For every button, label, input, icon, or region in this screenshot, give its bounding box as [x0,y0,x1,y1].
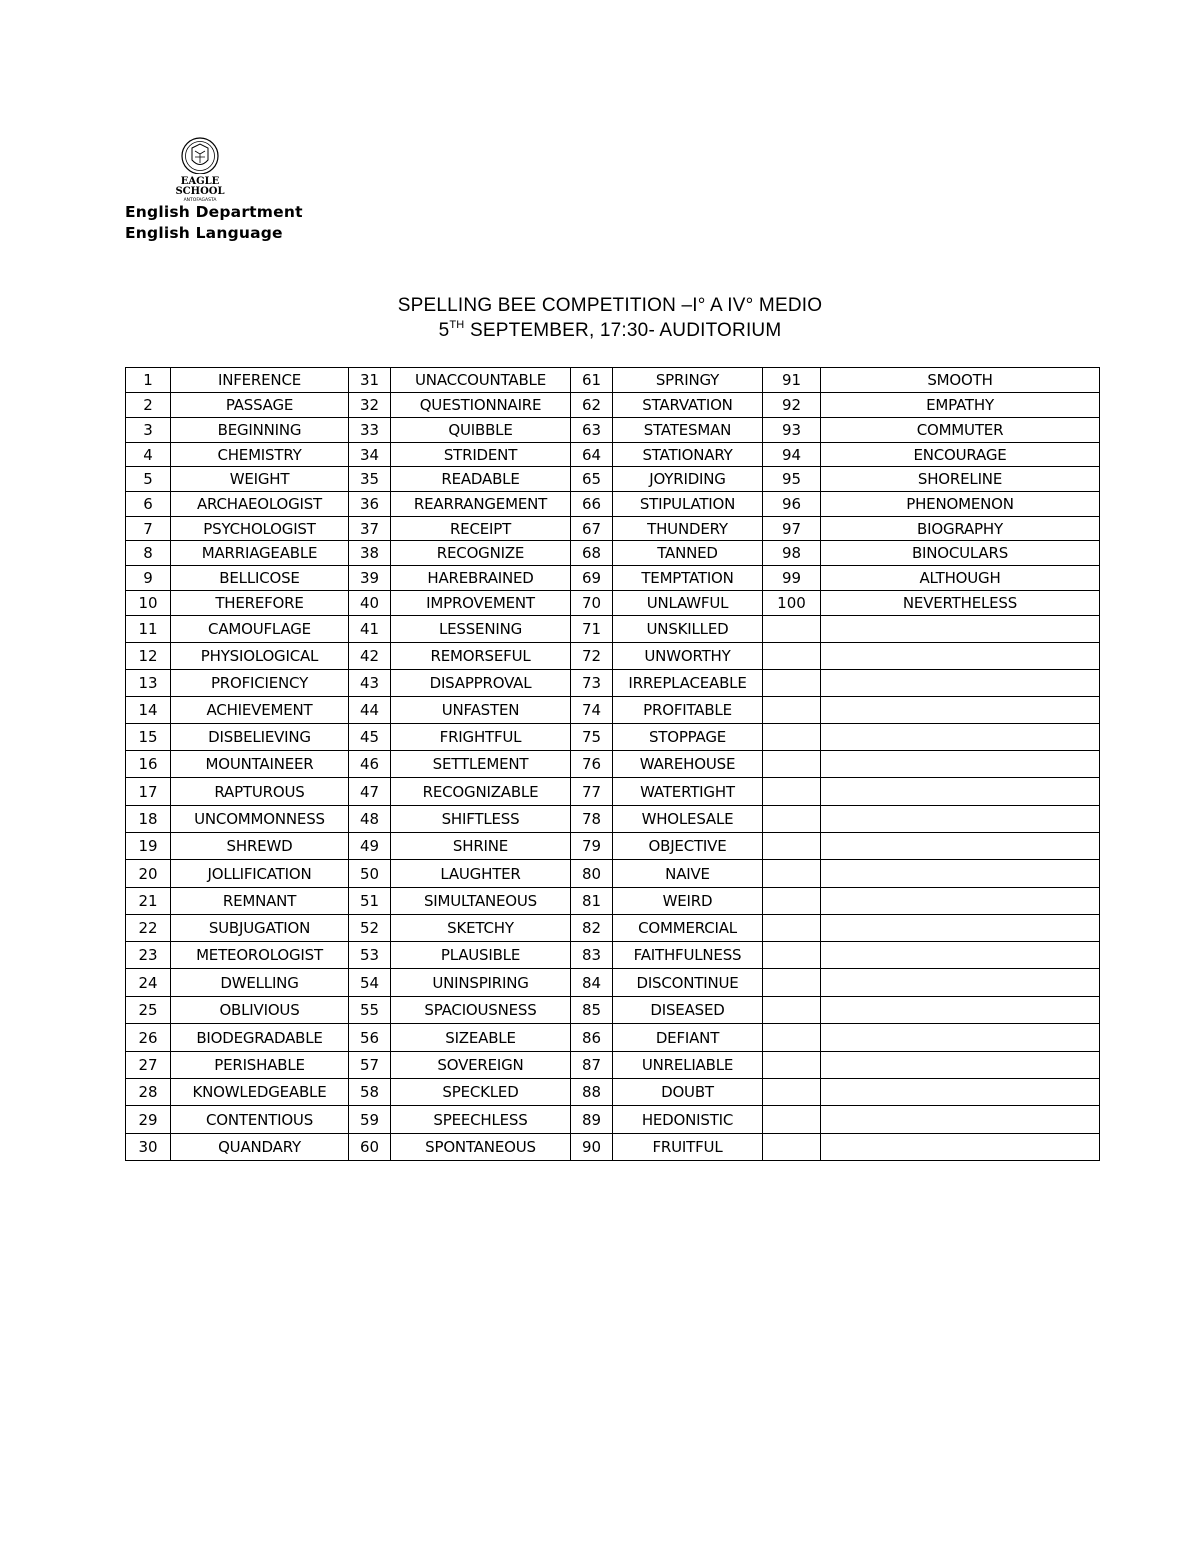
table-row [126,1024,1100,1052]
word-number-cell [763,860,821,888]
word-cell: NEVERTHELESS [821,591,1100,616]
word-cell: DISEASED [613,997,763,1024]
word-number-cell: 5 [126,467,171,492]
word-cell: COMMUTER [821,418,1100,443]
word-number-cell: 61 [571,368,613,393]
word-cell: UNFASTEN [391,697,571,724]
word-number-cell [763,888,821,915]
event-day: 5 [438,320,450,341]
word-cell: ENCOURAGE [821,443,1100,467]
word-cell: CAMOUFLAGE [171,616,349,643]
word-cell: TEMPTATION [613,566,763,591]
word-number-cell: 41 [349,616,391,643]
word-number-cell: 53 [349,942,391,969]
word-number-cell: 51 [349,888,391,915]
word-number-cell: 59 [349,1106,391,1134]
word-number-cell [763,915,821,942]
word-number-cell: 17 [126,778,171,806]
word-cell: QUIBBLE [391,418,571,443]
word-number-cell: 83 [571,942,613,969]
table-row [126,751,1100,778]
word-number-cell: 76 [571,751,613,778]
word-number-cell: 30 [126,1134,171,1161]
word-cell: RECOGNIZABLE [391,778,571,806]
word-cell: THEREFORE [171,591,349,616]
table-row [126,942,1100,969]
word-cell [821,670,1100,697]
word-cell: BIOGRAPHY [821,517,1100,541]
word-cell: UNCOMMONNESS [171,806,349,833]
word-number-cell [763,997,821,1024]
word-number-cell: 50 [349,860,391,888]
table-row [126,566,1100,591]
word-number-cell: 54 [349,969,391,997]
word-number-cell: 44 [349,697,391,724]
word-cell: PERISHABLE [171,1052,349,1079]
word-number-cell: 92 [763,393,821,418]
word-cell: STATIONARY [613,443,763,467]
word-number-cell: 87 [571,1052,613,1079]
word-cell: RECOGNIZE [391,541,571,566]
word-number-cell: 26 [126,1024,171,1052]
word-number-cell [763,643,821,670]
word-number-cell: 3 [126,418,171,443]
word-cell [821,888,1100,915]
word-cell [821,997,1100,1024]
table-row [126,591,1100,616]
word-number-cell: 49 [349,833,391,860]
table-row [126,393,1100,418]
table-row [126,1079,1100,1106]
word-number-cell: 24 [126,969,171,997]
word-cell: BINOCULARS [821,541,1100,566]
word-number-cell [763,724,821,751]
word-number-cell: 37 [349,517,391,541]
word-number-cell: 91 [763,368,821,393]
word-cell: UNACCOUNTABLE [391,368,571,393]
word-cell: WAREHOUSE [613,751,763,778]
word-cell: DISAPPROVAL [391,670,571,697]
word-cell: UNSKILLED [613,616,763,643]
word-number-cell: 55 [349,997,391,1024]
word-number-cell: 66 [571,492,613,517]
table-row [126,778,1100,806]
word-cell: PASSAGE [171,393,349,418]
table-row [126,997,1100,1024]
table-row [126,969,1100,997]
word-cell [821,1052,1100,1079]
word-cell: MOUNTAINEER [171,751,349,778]
word-number-cell: 82 [571,915,613,942]
word-cell: PHENOMENON [821,492,1100,517]
word-number-cell: 20 [126,860,171,888]
word-cell: SPECKLED [391,1079,571,1106]
word-number-cell: 60 [349,1134,391,1161]
word-number-cell: 18 [126,806,171,833]
word-number-cell: 38 [349,541,391,566]
word-cell: OBLIVIOUS [171,997,349,1024]
logo-text-city: ANTOFAGASTA [183,198,217,203]
word-number-cell: 27 [126,1052,171,1079]
word-list-table [125,367,1100,1161]
word-cell: FAITHFULNESS [613,942,763,969]
word-number-cell: 11 [126,616,171,643]
word-number-cell: 72 [571,643,613,670]
word-cell [821,778,1100,806]
word-cell: CHEMISTRY [171,443,349,467]
word-cell: LESSENING [391,616,571,643]
word-number-cell: 47 [349,778,391,806]
table-row [126,467,1100,492]
word-number-cell [763,1134,821,1161]
word-cell: PLAUSIBLE [391,942,571,969]
word-number-cell [763,1052,821,1079]
word-number-cell [763,697,821,724]
word-number-cell: 43 [349,670,391,697]
word-number-cell: 33 [349,418,391,443]
word-number-cell: 25 [126,997,171,1024]
table-row [126,1052,1100,1079]
subject-name: English Language [125,224,283,242]
word-cell: SHIFTLESS [391,806,571,833]
word-cell: DISBELIEVING [171,724,349,751]
word-cell: SHREWD [171,833,349,860]
word-cell: QUANDARY [171,1134,349,1161]
word-number-cell: 63 [571,418,613,443]
word-number-cell: 90 [571,1134,613,1161]
word-number-cell: 80 [571,860,613,888]
word-cell: EMPATHY [821,393,1100,418]
word-cell: OBJECTIVE [613,833,763,860]
word-number-cell: 40 [349,591,391,616]
word-number-cell: 28 [126,1079,171,1106]
word-cell: RECEIPT [391,517,571,541]
word-cell [821,1024,1100,1052]
table-row [126,517,1100,541]
word-number-cell [763,751,821,778]
word-cell [821,616,1100,643]
word-cell: SETTLEMENT [391,751,571,778]
word-number-cell: 14 [126,697,171,724]
word-number-cell: 81 [571,888,613,915]
word-cell: WEIRD [613,888,763,915]
word-number-cell: 13 [126,670,171,697]
word-number-cell: 98 [763,541,821,566]
word-cell: ARCHAEOLOGIST [171,492,349,517]
word-number-cell: 97 [763,517,821,541]
table-row [126,697,1100,724]
word-cell [821,724,1100,751]
word-cell: CONTENTIOUS [171,1106,349,1134]
word-cell: SIMULTANEOUS [391,888,571,915]
word-number-cell: 23 [126,942,171,969]
table-row [126,492,1100,517]
word-number-cell [763,806,821,833]
table-row [126,915,1100,942]
word-number-cell: 67 [571,517,613,541]
word-number-cell: 32 [349,393,391,418]
word-number-cell: 52 [349,915,391,942]
table-row [126,443,1100,467]
word-number-cell: 70 [571,591,613,616]
word-cell: SMOOTH [821,368,1100,393]
page-title: SPELLING BEE COMPETITION –I° A IV° MEDIO [397,295,823,316]
word-cell [821,860,1100,888]
event-date-place: SEPTEMBER, 17:30- AUDITORIUM [464,320,782,341]
word-cell [821,751,1100,778]
word-number-cell: 4 [126,443,171,467]
word-number-cell: 75 [571,724,613,751]
word-number-cell: 16 [126,751,171,778]
word-number-cell: 96 [763,492,821,517]
word-number-cell: 89 [571,1106,613,1134]
word-cell [821,1106,1100,1134]
table-row [126,724,1100,751]
word-cell: SPACIOUSNESS [391,997,571,1024]
table-row [126,806,1100,833]
word-number-cell: 57 [349,1052,391,1079]
word-number-cell: 77 [571,778,613,806]
word-cell [821,1079,1100,1106]
word-cell: PROFICIENCY [171,670,349,697]
word-number-cell: 68 [571,541,613,566]
word-cell: UNWORTHY [613,643,763,670]
word-number-cell: 65 [571,467,613,492]
word-number-cell: 34 [349,443,391,467]
word-number-cell: 100 [763,591,821,616]
word-number-cell: 45 [349,724,391,751]
word-cell: FRUITFUL [613,1134,763,1161]
word-number-cell: 62 [571,393,613,418]
word-cell: SOVEREIGN [391,1052,571,1079]
word-cell [821,697,1100,724]
word-number-cell: 58 [349,1079,391,1106]
word-number-cell: 79 [571,833,613,860]
word-number-cell [763,1079,821,1106]
word-cell: WHOLESALE [613,806,763,833]
word-cell: STOPPAGE [613,724,763,751]
word-number-cell: 10 [126,591,171,616]
word-number-cell: 9 [126,566,171,591]
word-cell: SPONTANEOUS [391,1134,571,1161]
department-name: English Department [125,203,303,221]
word-cell: DWELLING [171,969,349,997]
word-cell: LAUGHTER [391,860,571,888]
logo-text-school: SCHOOL [175,186,225,197]
word-cell: METEOROLOGIST [171,942,349,969]
word-number-cell [763,942,821,969]
word-number-cell [763,1106,821,1134]
word-number-cell: 15 [126,724,171,751]
word-number-cell: 73 [571,670,613,697]
word-cell [821,942,1100,969]
table-row [126,1134,1100,1161]
word-cell: REMORSEFUL [391,643,571,670]
word-number-cell: 2 [126,393,171,418]
word-cell: STRIDENT [391,443,571,467]
word-number-cell: 22 [126,915,171,942]
word-cell: TANNED [613,541,763,566]
table-row [126,833,1100,860]
word-number-cell: 69 [571,566,613,591]
word-number-cell: 19 [126,833,171,860]
event-details [0,319,1200,343]
word-cell: WEIGHT [171,467,349,492]
word-cell: DOUBT [613,1079,763,1106]
word-cell: PROFITABLE [613,697,763,724]
word-number-cell: 71 [571,616,613,643]
word-cell: HAREBRAINED [391,566,571,591]
word-number-cell: 29 [126,1106,171,1134]
word-cell [821,915,1100,942]
word-number-cell [763,1024,821,1052]
word-cell: SHRINE [391,833,571,860]
word-number-cell: 93 [763,418,821,443]
word-cell: STARVATION [613,393,763,418]
word-cell: PHYSIOLOGICAL [171,643,349,670]
word-number-cell: 95 [763,467,821,492]
school-logo [172,136,228,206]
table-row [126,418,1100,443]
word-cell: STATESMAN [613,418,763,443]
word-cell: SKETCHY [391,915,571,942]
word-cell: JOLLIFICATION [171,860,349,888]
word-cell: RAPTUROUS [171,778,349,806]
word-number-cell [763,616,821,643]
word-number-cell: 64 [571,443,613,467]
word-number-cell: 85 [571,997,613,1024]
word-cell: DEFIANT [613,1024,763,1052]
word-number-cell: 21 [126,888,171,915]
word-number-cell: 35 [349,467,391,492]
word-cell: MARRIAGEABLE [171,541,349,566]
word-cell: REMNANT [171,888,349,915]
word-cell: SIZEABLE [391,1024,571,1052]
word-number-cell: 84 [571,969,613,997]
word-cell: HEDONISTIC [613,1106,763,1134]
word-cell: WATERTIGHT [613,778,763,806]
word-cell: BEGINNING [171,418,349,443]
word-cell: COMMERCIAL [613,915,763,942]
word-cell: SUBJUGATION [171,915,349,942]
word-cell: UNINSPIRING [391,969,571,997]
word-cell: ALTHOUGH [821,566,1100,591]
word-number-cell: 94 [763,443,821,467]
word-cell [821,1134,1100,1161]
word-number-cell [763,670,821,697]
logo-text-eagle: EAGLE [180,176,220,187]
word-number-cell: 86 [571,1024,613,1052]
word-number-cell: 8 [126,541,171,566]
table-row [126,616,1100,643]
word-cell [821,969,1100,997]
table-row [126,368,1100,393]
table-row [126,643,1100,670]
word-cell: INFERENCE [171,368,349,393]
word-cell [821,806,1100,833]
word-number-cell: 12 [126,643,171,670]
word-number-cell: 1 [126,368,171,393]
word-cell: UNRELIABLE [613,1052,763,1079]
word-cell: SPRINGY [613,368,763,393]
word-cell: FRIGHTFUL [391,724,571,751]
word-cell: UNLAWFUL [613,591,763,616]
table-row [126,860,1100,888]
word-cell: ACHIEVEMENT [171,697,349,724]
department-block [125,202,303,244]
word-number-cell: 6 [126,492,171,517]
word-number-cell: 48 [349,806,391,833]
word-number-cell: 7 [126,517,171,541]
table-row [126,670,1100,697]
table-row [126,541,1100,566]
word-cell [821,643,1100,670]
word-cell: READABLE [391,467,571,492]
word-cell [821,833,1100,860]
word-cell: KNOWLEDGEABLE [171,1079,349,1106]
word-cell: REARRANGEMENT [391,492,571,517]
word-number-cell: 39 [349,566,391,591]
word-cell: PSYCHOLOGIST [171,517,349,541]
table-row [126,888,1100,915]
word-cell: JOYRIDING [613,467,763,492]
event-day-suffix: TH [449,319,465,331]
word-cell: STIPULATION [613,492,763,517]
word-number-cell: 78 [571,806,613,833]
word-number-cell: 42 [349,643,391,670]
word-cell: BELLICOSE [171,566,349,591]
word-cell: NAIVE [613,860,763,888]
word-number-cell [763,778,821,806]
word-number-cell: 31 [349,368,391,393]
word-number-cell: 46 [349,751,391,778]
word-number-cell: 74 [571,697,613,724]
word-number-cell [763,833,821,860]
word-cell: IRREPLACEABLE [613,670,763,697]
word-number-cell: 99 [763,566,821,591]
table-row [126,1106,1100,1134]
word-cell: BIODEGRADABLE [171,1024,349,1052]
word-cell: SPEECHLESS [391,1106,571,1134]
word-cell: QUESTIONNAIRE [391,393,571,418]
word-cell: DISCONTINUE [613,969,763,997]
word-number-cell: 36 [349,492,391,517]
word-number-cell [763,969,821,997]
word-cell: SHORELINE [821,467,1100,492]
word-number-cell: 88 [571,1079,613,1106]
word-number-cell: 56 [349,1024,391,1052]
word-cell: THUNDERY [613,517,763,541]
word-cell: IMPROVEMENT [391,591,571,616]
